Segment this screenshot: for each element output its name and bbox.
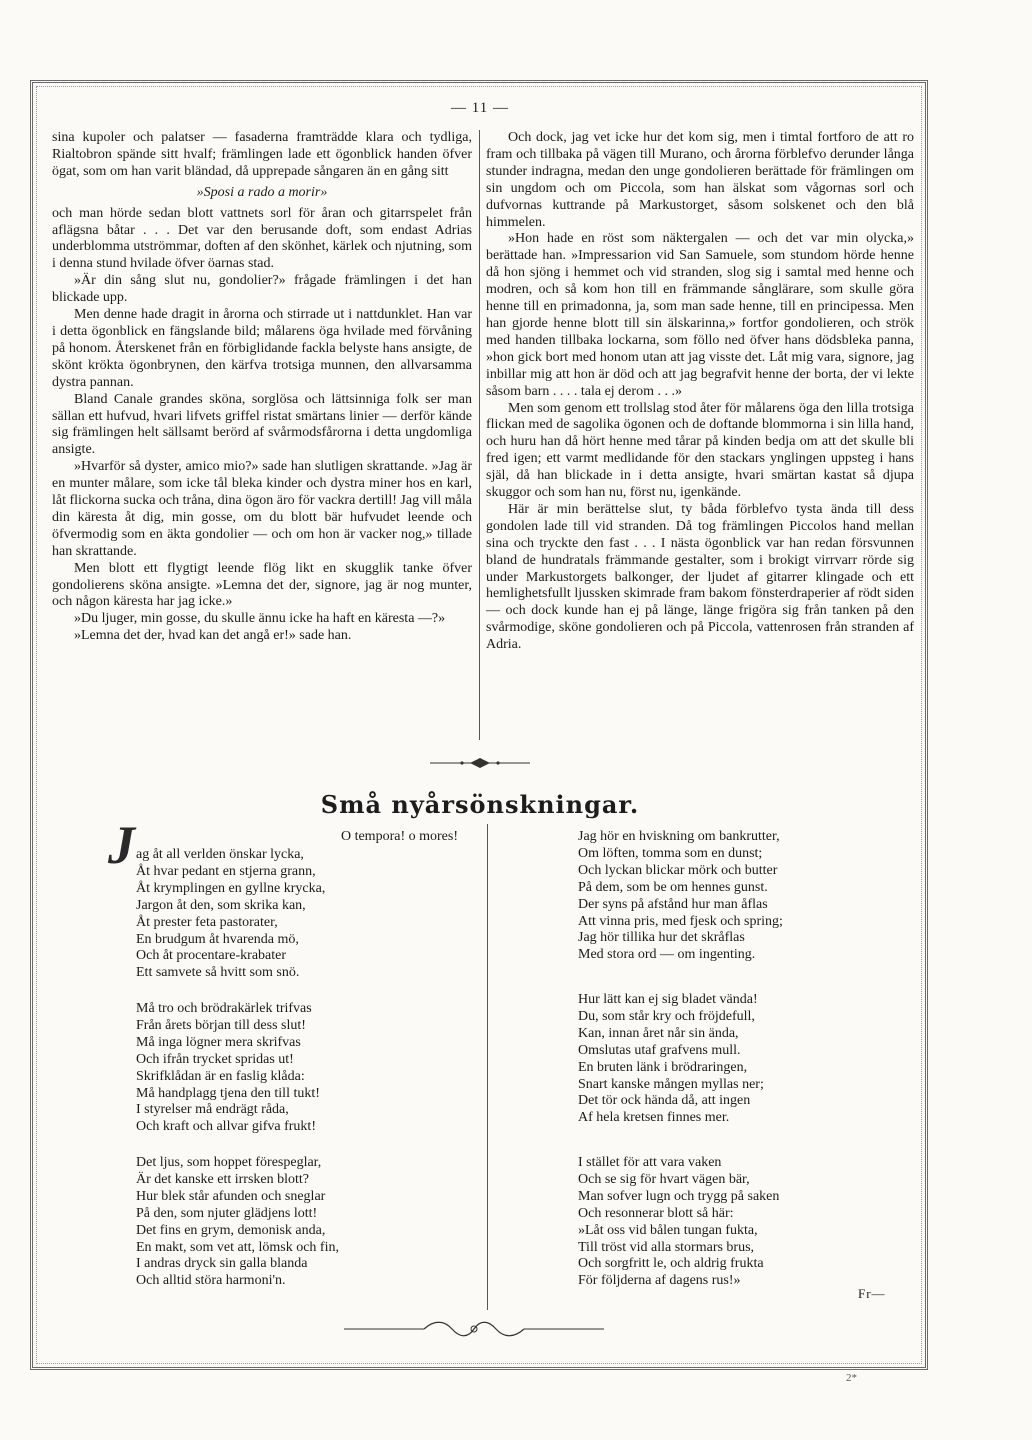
paragraph: »Hon hade en röst som näktergalen — och det var min olycka,» berättade han. »Impressarion vid San Samuele, som stundom hörde henne då hon sjöng i hemmet och vid stranden, slog sig i samtal med henne och modren, och så kom hon till en främmande sånglärare, som skulle göra henne till en primadonna, ja, som man sade henne, till en principessa. Men han gjorde henne blott till sin älskarinna,» fortfor gondolieren, och strök med handen tillbaka lockarna, som föllo ned öfver hans dödsbleka panna, »hon gick bort med honom utan att jag visste det. Låt mig vara, signore, jag inbillar mig att hon är död och att jag begrafvit henne der borta, der vi lekte såsom barn . . . . tala ej derom . . .» xyxy=(486,231,914,399)
decorative-initial: J xyxy=(108,815,135,875)
poem-line: Du, som står kry och fröjdefull, xyxy=(578,1008,755,1024)
story-right-column xyxy=(486,130,914,654)
poem-stanza xyxy=(136,847,325,982)
paragraph: »Hvarför så dyster, amico mio?» sade han slutligen skrattande. »Jag är en munter målare, som icke tål bleka kinder och dystra miner hos en karl, låt flickorna sucka och tråna, dina ögon äro för vackra dertill! Jag vill måla din käresta åt dig, min gosse, om du blott bär hufvudet leende och öfvermodig som en äkta gondolier — och om hon är vacker nog,» tillade han skrattande. xyxy=(52,459,472,559)
poem-line: Det ljus, som hoppet förespeglar, xyxy=(136,1155,322,1170)
poem-line: Att vinna pris, med fjesk och spring; xyxy=(578,913,783,929)
poem-line: För följderna af dagens rus!» xyxy=(578,1273,741,1289)
poem-line: Och alltid störa harmoni'n. xyxy=(136,1273,286,1289)
paragraph: Och dock, jag vet icke hur det kom sig, men i timtal fortforo de att ro fram och tillbaka på vägen till Murano, och årorna förblefvo derunder långa stunder indragna, medan den unge gondolieren berättade för främlingen om sin ungdom och om Piccola, som han älskat som vågornas sorl och dufvornas kuttrande på Markustorget, såsom solskenet och den blå himmelen. xyxy=(486,130,914,230)
song-line: »Sposi a rado a morir» xyxy=(196,184,328,200)
poem-line: Åt prester feta pastorater, xyxy=(136,914,278,930)
poem-line: Må inga lögner mera skrifvas xyxy=(136,1034,301,1050)
poem-line: På den, som njuter glädjens lott! xyxy=(136,1205,318,1221)
poem-line: Är det kanske ett irrsken blott? xyxy=(136,1171,310,1187)
poem-stanza xyxy=(578,1155,779,1290)
poem-line: Och åt procentare-krabater xyxy=(136,948,287,964)
poem-stanza xyxy=(136,1155,339,1290)
poem-line: Hur lätt kan ej sig bladet vända! xyxy=(578,992,758,1007)
poem-line: Jag hör en hviskning om bankrutter, xyxy=(578,829,780,844)
paragraph: »Lemna det der, hvad kan det angå er!» sade han. xyxy=(74,628,352,644)
poem-stanza xyxy=(578,992,764,1127)
poem-line: ag åt all verlden önskar lycka, xyxy=(136,847,304,862)
poem-signature: Fr— xyxy=(858,1286,886,1301)
poem-line: Och kraft och allvar gifva frukt! xyxy=(136,1119,316,1135)
poem-line: Och sorgfritt le, och aldrig frukta xyxy=(578,1256,764,1272)
poem-line: En makt, som vet att, lömsk och fin, xyxy=(136,1239,339,1255)
poem-line: Kan, innan året når sin ända, xyxy=(578,1025,739,1041)
poem-stanza xyxy=(578,829,783,964)
poem-line: Och resonnerar blott så här: xyxy=(578,1205,734,1221)
poem-line: Ett samvete så hvitt som snö. xyxy=(136,965,300,981)
poem-line: Och lyckan blickar mörk och butter xyxy=(578,862,778,878)
printer-signature-mark: 2* xyxy=(846,1372,857,1384)
paragraph: Bland Canale grandes sköna, sorglösa och lättsinniga folk ser man sällan ett hufvud, hvari lifvets griffel ristat smärtans linier — derför kände sig främlingen helt sällsamt berörd af svårmodsfårorna i detta ungdomliga ansigte. xyxy=(52,391,472,458)
poem-line: Snart kanske mången myllas ner; xyxy=(578,1076,764,1092)
poem-line: På dem, som be om hennes gunst. xyxy=(578,879,768,895)
poem-line: Åt krymplingen en gyllne krycka, xyxy=(136,880,326,896)
poem-line: Om löften, tomma som en dunst; xyxy=(578,845,763,861)
poem-line: Det fins en grym, demonisk anda, xyxy=(136,1222,326,1238)
poem-line: Jargon åt den, som skrika kan, xyxy=(136,897,306,913)
paragraph: »Är din sång slut nu, gondolier?» frågade främlingen i det han blickade upp. xyxy=(52,273,472,306)
poem-line: En brudgum åt hvarenda mö, xyxy=(136,931,299,947)
paragraph: Här är min berättelse slut, ty båda förblefvo tysta ända till dess gondolen lade till vid stranden. Då tog främlingen Piccolos hand mellan sina och tryckte den fast . . . I nästa ögonblick var han redan försvunnen bland de hundratals främmande gestalter, som i brokigt virrvarr rörde sig under Markustorgets balkonger, der ljudet af gitarrer klingade och ett hemlighetsfullt ljussken skimrade fram bakom fönsterdraperier af rödt siden — och dock kunde han ej på länge, länge frigöra sig från tanken på den svårmodige, sköne gondolieren och på Piccola, vattenrosen från stranden af Adria. xyxy=(486,501,914,653)
poem-line: Och se sig för hvart vägen bär, xyxy=(578,1171,750,1187)
poem-epigraph: O tempora! o mores! xyxy=(340,829,458,844)
poem-line: Omslutas utaf grafvens mull. xyxy=(578,1042,741,1058)
poem-column-rule xyxy=(487,824,488,1310)
poem-line: I styrelser må endrägt råda, xyxy=(136,1102,289,1118)
paragraph: Men blott ett flygtigt leende flög likt en skugglik tanke öfver gondolierens sköna ansigte. »Lemna det der, signore, jag är nog munter, och någon käresta har jag icke.» xyxy=(52,560,472,610)
poem-line: En bruten länk i brödraringen, xyxy=(578,1059,748,1075)
poem-line: Af hela kretsen finnes mer. xyxy=(578,1110,730,1126)
poem-line: Åt hvar pedant en stjerna grann, xyxy=(136,863,316,879)
poem-line: Hur blek står afunden och sneglar xyxy=(136,1188,326,1204)
poem-line: I stället för att vara vaken xyxy=(578,1155,722,1170)
story-left-column xyxy=(52,130,472,645)
poem-stanza xyxy=(136,1001,320,1136)
poem-line: Det tör ock hända då, att ingen xyxy=(578,1093,751,1109)
paragraph: Men denne hade dragit in årorna och stirrade ut i nattdunklet. Han var i detta ögonblick en fängslande bild; målarens öga hvilade med förvåning på honom. Återskenet från en förbiglidande fackla belyste hans ansigte, de skönt krökta ögonbrynen, den kärfva trotsiga munnen, den allvarsamma dystra pannan. xyxy=(52,307,472,390)
poem-line: Med stora ord — om ingenting. xyxy=(578,947,756,963)
poem-line: Der syns på afstånd hur man åflas xyxy=(578,896,768,912)
poem-line: »Låt oss vid bålen tungan fukta, xyxy=(578,1222,758,1238)
poem-line: I andras dryck sin galla blanda xyxy=(136,1256,308,1272)
poem-line: Må tro och brödrakärlek trifvas xyxy=(136,1001,312,1016)
poem-line: Till tröst vid alla stormars brus, xyxy=(578,1239,755,1255)
poem-line: Skrifklådan är en faslig klåda: xyxy=(136,1068,305,1084)
poem-line: Må handplagg tjena den till tukt! xyxy=(136,1085,320,1101)
closing-ornament xyxy=(344,1318,604,1340)
poem-line: Från årets början till dess slut! xyxy=(136,1017,306,1033)
paragraph: Men som genom ett trollslag stod åter för målarens öga den lilla trotsiga flickan med de sagolika ögonen och de doftande blommorna i sin lilla hand, och huru han då hört henne med tårar på kinden bedja om att det skulle bli fred igen; ett varmt medlidande för den stackars ynglingen uppsteg i hans själ, då han blickade in i detta ansigte, hvari smärtan kastat så djupa skuggor och som han nu, först nu, igenkände. xyxy=(486,400,914,501)
poem-line: Man sofver lugn och trygg på saken xyxy=(578,1188,780,1204)
section-divider-ornament xyxy=(430,756,530,770)
poem-line: Och ifrån trycket spridas ut! xyxy=(136,1051,294,1067)
poem-title: Små nyårsönskningar. xyxy=(320,790,640,819)
paragraph: sina kupoler och palatser — fasaderna framträdde klara och tydliga, Rialtobron spände sitt hvalf; främlingen lade ett ögonblick handen öfver ögat, som om han varit bländad, då upprepade sångaren än en gång sitt xyxy=(52,130,472,179)
page-number: — 11 — xyxy=(451,100,509,116)
poem-line: Jag hör tillika hur det skråflas xyxy=(578,930,745,946)
paragraph: och man hörde sedan blott vattnets sorl för åran och gitarrspelet från aflägsna båtar . . . Det var den berusande doft, som endast Adrias underblomma utströmmar, doften af den skönhet, kärlek och njutning, som i denna stund hvilade öfver öarnas stad. xyxy=(52,205,472,272)
column-rule xyxy=(479,130,480,740)
paragraph: »Du ljuger, min gosse, du skulle ännu icke ha haft en käresta —?» xyxy=(74,611,446,627)
